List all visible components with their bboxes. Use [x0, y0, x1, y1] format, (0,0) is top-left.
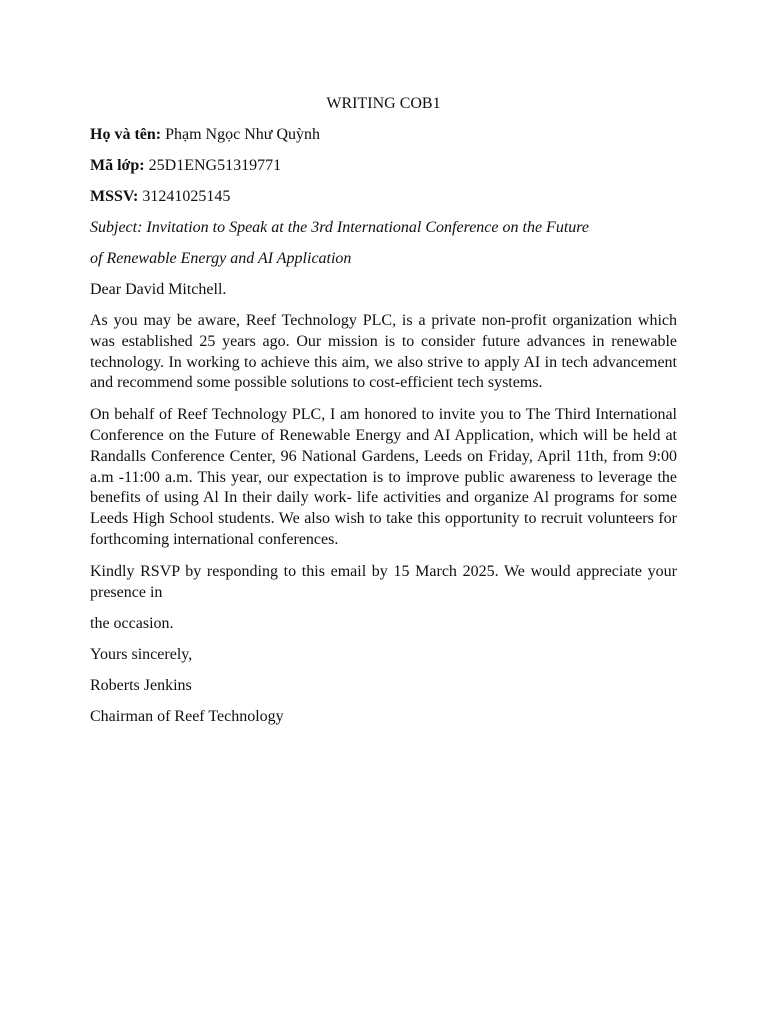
field-student-id — [90, 187, 677, 207]
greeting: Dear David Mitchell. — [90, 281, 227, 298]
paragraph-rsvp: Kindly RSVP by responding to this email by 15 March 2025. We would appreciate your presence in — [90, 562, 677, 601]
closing: Yours sincerely, — [90, 646, 193, 664]
paragraph-rsvp-continued: the occasion. — [90, 615, 174, 633]
field-full-name-value: Phạm Ngọc Như Quỳnh — [161, 126, 320, 143]
field-full-name-label: Họ và tên: — [90, 126, 162, 143]
field-student-id-label: MSSV: — [90, 188, 139, 205]
subject-line-2: of Renewable Energy and AI Application — [90, 250, 352, 267]
paragraph-invitation: On behalf of Reef Technology PLC, I am honored to invite you to The Third International Conference on the Future of Renewable Energy and AI Application, which will be held at Randalls Conference Center, 96 National Gardens, Leeds on Friday, April 11th, from 9:00 a.m -11:00 a.m. This year, our expectation is to improve public awareness to leverage the benefits of using Al In their daily work- life activities and organize Al programs for some Leeds High School students. We also wish to take this opportunity to recruit volunteers for forthcoming international conferences. — [90, 406, 677, 548]
paragraph-intro: As you may be aware, Reef Technology PLC, is a private non-profit organization which was established 25 years ago. Our mission is to consider future advances in renewable technology. In working to achieve this aim, we also strive to apply AI in tech advancement and recommend some possible solutions to cost-efficient tech systems. — [90, 312, 677, 392]
document-title: WRITING COB1 — [326, 95, 441, 112]
signer-title: Chairman of Reef Technology — [90, 708, 284, 726]
field-full-name — [90, 125, 677, 145]
field-class-code-value: 25D1ENG51319771 — [144, 157, 282, 174]
document-page — [90, 94, 677, 738]
signer-name: Roberts Jenkins — [90, 677, 192, 695]
field-class-code-label: Mã lớp: — [90, 157, 145, 174]
field-class-code — [90, 156, 677, 176]
field-student-id-value: 31241025145 — [138, 188, 231, 205]
subject-line-1: Subject: Invitation to Speak at the 3rd International Conference on the Future — [90, 219, 589, 236]
